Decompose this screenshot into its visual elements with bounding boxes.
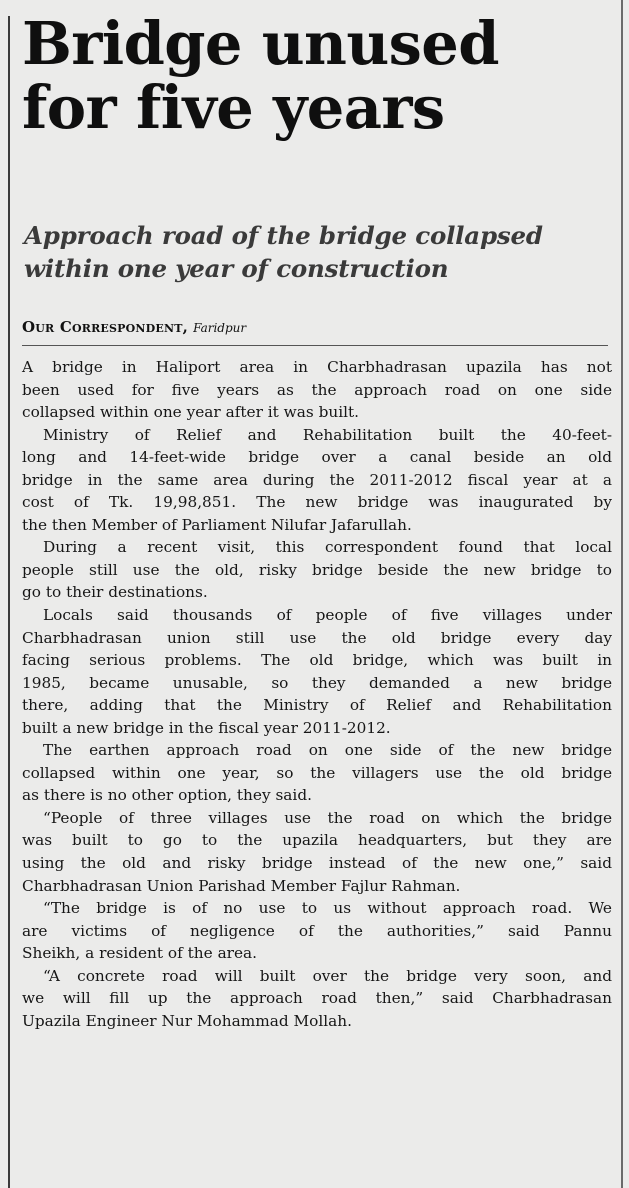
right-column-rule: [621, 0, 623, 1188]
article-line: 1985, became unusable, so they demanded a new bridge: [22, 673, 612, 692]
article-line: “People of three villages use the road on which the bridge: [43, 808, 612, 827]
subheadline-line-2: within one year of construction: [24, 254, 449, 283]
article-line: the then Member of Parliament Nilufar Jafarullah.: [22, 515, 412, 534]
article-line: collapsed within one year after it was built.: [22, 403, 360, 422]
article-line: “A concrete road will built over the bridge very soon, and: [43, 966, 612, 985]
left-column-rule: [8, 16, 10, 1188]
byline-location: Faridpur: [193, 321, 247, 335]
article-line: Locals said thousands of people of five villages under: [43, 606, 612, 625]
article-line: we will fill up the approach road then,” said Charbhadrasan: [22, 989, 612, 1008]
article-line: Upazila Engineer Nur Mohammad Mollah.: [22, 1011, 352, 1030]
article-body: [22, 356, 612, 1032]
article-line: are victims of negligence of the authorities,” said Pannu: [22, 921, 612, 940]
article-line: Charbhadrasan Union Parishad Member Fajlur Rahman.: [22, 876, 461, 895]
article-line: facing serious problems. The old bridge, which was built in: [22, 651, 612, 670]
article-line: people still use the old, risky bridge beside the new bridge to: [22, 560, 612, 579]
subheadline: [24, 219, 614, 285]
byline-correspondent: Our Correspondent,: [22, 318, 189, 336]
article-line: long and 14-feet-wide bridge over a canal beside an old: [22, 448, 612, 467]
article-line: Sheikh, a resident of the area.: [22, 944, 258, 963]
article-line: collapsed within one year, so the villagers use the old bridge: [22, 763, 612, 782]
article-line: Charbhadrasan union still use the old bridge every day: [22, 628, 612, 647]
article-line: using the old and risky bridge instead of the new one,” said: [22, 854, 612, 873]
article-line: go to their destinations.: [22, 583, 208, 602]
headline: [22, 9, 612, 142]
headline-line-1: Bridge unused: [22, 9, 499, 78]
byline-divider: [22, 345, 608, 346]
article-line: bridge in the same area during the 2011-2012 fiscal year at a: [22, 470, 612, 489]
article-line: The earthen approach road on one side of the new bridge: [43, 741, 612, 760]
byline: [22, 318, 246, 337]
subheadline-line-1: Approach road of the bridge collapsed: [24, 221, 543, 250]
article-line: “The bridge is of no use to us without approach road. We: [43, 899, 612, 918]
headline-line-2: for five years: [22, 73, 445, 142]
article-line: cost of Tk. 19,98,851. The new bridge was inaugurated by: [22, 493, 612, 512]
article-line: built a new bridge in the fiscal year 2011-2012.: [22, 718, 391, 737]
article-line: Ministry of Relief and Rehabilitation built the 40-feet-: [43, 425, 612, 444]
article-line: there, adding that the Ministry of Relief and Rehabilitation: [22, 696, 612, 715]
article-line: as there is no other option, they said.: [22, 786, 312, 805]
article-line: been used for five years as the approach road on one side: [22, 380, 612, 399]
article-line: During a recent visit, this correspondent found that local: [43, 538, 612, 557]
article-line: A bridge in Haliport area in Charbhadrasan upazila has not: [22, 358, 612, 376]
article-line: was built to go to the upazila headquarters, but they are: [22, 831, 612, 850]
